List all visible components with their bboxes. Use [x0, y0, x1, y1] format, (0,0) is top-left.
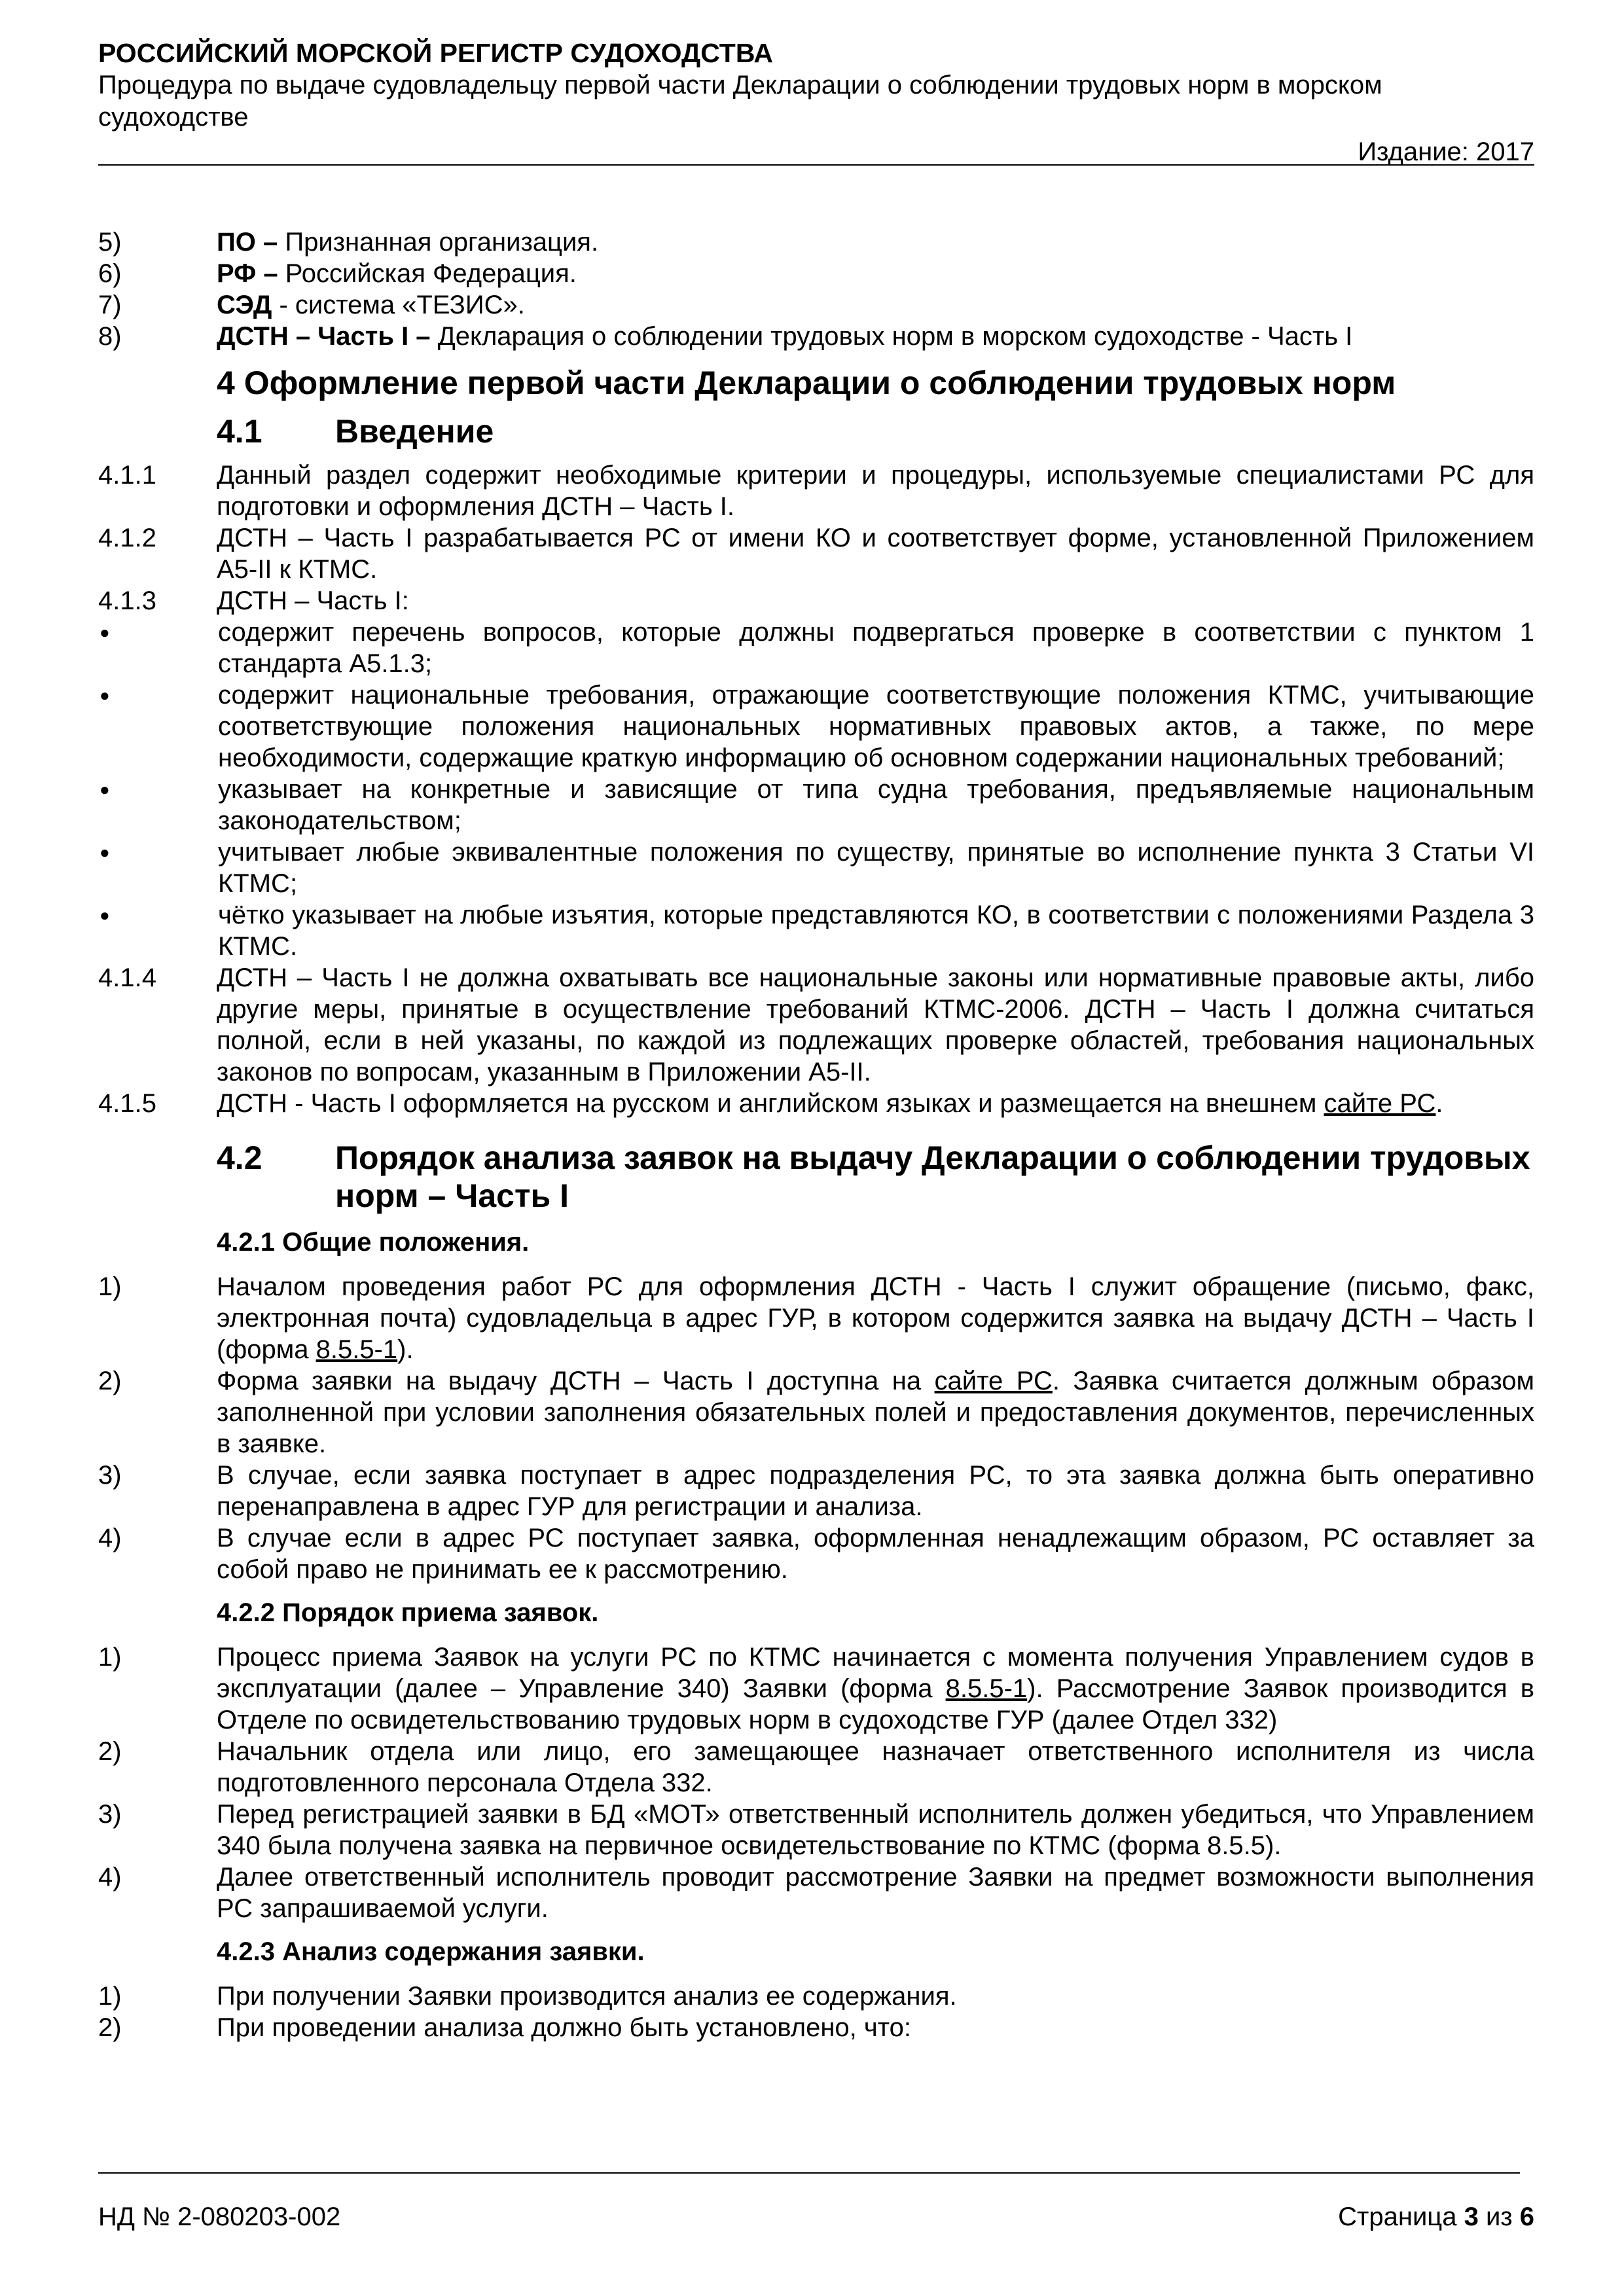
list-item [98, 1861, 1534, 1924]
section-4-heading: 4 Оформление первой части Декларации о соблюдении трудовых норм [217, 365, 1396, 401]
rs-site-link[interactable]: сайте РС [1324, 1089, 1436, 1118]
abbreviation-item [98, 321, 1534, 352]
heading-text: Введение [335, 413, 494, 450]
item-number: 2) [98, 2013, 122, 2042]
footer-divider [98, 2172, 1520, 2174]
clause-number: 4.1.4 [98, 963, 156, 992]
bullet-icon: ● [99, 842, 110, 862]
bullet-text: чётко указывает на любые изъятия, которые представляются КО, в соответствии с положениями Раздела 3 КТМС. [218, 901, 1534, 961]
bullet-icon: ● [99, 780, 110, 799]
subsection-4-2-3-heading: 4.2.3 Анализ содержания заявки. [217, 1937, 645, 1966]
bullet-item [98, 836, 1534, 899]
item-text: Форма заявки на выдачу ДСТН – Часть I доступна на [217, 1367, 935, 1395]
procedure-title: Процедура по выдаче судовладельцу первой части Декларации о соблюдении трудовых норм в морском судоходстве [98, 71, 1382, 132]
clause-text: ДСТН – Часть I: [217, 586, 409, 615]
item-number: 2) [98, 1737, 122, 1766]
heading-number: 4.1 [217, 413, 262, 450]
list-item [98, 1522, 1534, 1585]
bullet-item [98, 679, 1534, 774]
section-4-2-heading [217, 1139, 1534, 1215]
clause-text: ДСТН – Часть I не должна охватывать все национальные законы или нормативные правовые акты, либо другие меры, принятые в осуществление требований КТМС-2006. ДСТН – Часть I должна считаться полной, если в ней указаны, по каждой из подлежащих проверке областей, требования национальных законов по вопросам, указанным в Приложении А5-II. [217, 963, 1534, 1086]
item-text: Начальник отдела или лицо, его замещающее назначает ответственного исполнителя из числа подготовленного персонала Отдела 332. [217, 1737, 1534, 1797]
clause-4-1-5 [98, 1088, 1534, 1119]
bullet-text: содержит национальные требования, отражающие соответствующие положения КТМС, учитывающие соответствующие положения национальных нормативных правовых актов, а также, по мере необходимости, содержащие краткую информацию об основном содержании национальных требований; [218, 681, 1534, 772]
clause-text: Данный раздел содержит необходимые критерии и процедуры, используемые специалистами РС для подготовки и оформления ДСТН – Часть I. [217, 461, 1534, 521]
item-number: 2) [98, 1367, 122, 1395]
abbreviation-term: ДСТН – Часть I – [217, 322, 431, 351]
page-of: из [1478, 2202, 1520, 2231]
document-number: НД № 2-080203-002 [98, 2202, 341, 2231]
list-item [98, 2012, 1534, 2043]
list-item [98, 1365, 1534, 1460]
item-number: 4) [98, 1524, 122, 1552]
clause-text-end: . [1435, 1089, 1443, 1118]
list-item [98, 1981, 1534, 2012]
clause-4-1-4 [98, 962, 1534, 1088]
bullet-text: учитывает любые эквивалентные положения по существу, принятые во исполнение пункта 3 Статьи VI КТМС; [218, 838, 1534, 898]
bullet-item [98, 899, 1534, 962]
item-number: 6) [98, 259, 122, 288]
subsection-4-2-2-heading: 4.2.2 Порядок приема заявок. [217, 1598, 599, 1627]
abbreviation-item [98, 289, 1534, 321]
item-number: 4) [98, 1863, 122, 1892]
edition-label: Издание: 2017 [1358, 137, 1534, 166]
abbreviation-text: Декларация о соблюдении трудовых норм в морском судоходстве - Часть I [430, 322, 1353, 351]
section-4-1-heading [217, 412, 1534, 450]
heading-text: Порядок анализа заявок на выдачу Декларации о соблюдении трудовых норм – Часть I [335, 1139, 1530, 1214]
item-number: 1) [98, 1272, 122, 1301]
bullet-text: указывает на конкретные и зависящие от типа судна требования, предъявляемые национальным законодательством; [218, 775, 1534, 835]
item-number: 1) [98, 1982, 122, 2011]
clause-number: 4.1.1 [98, 461, 156, 490]
document-body [98, 226, 1534, 2043]
clause-number: 4.1.2 [98, 524, 156, 552]
list-item [98, 1460, 1534, 1522]
abbreviation-item [98, 258, 1534, 289]
bullet-icon: ● [99, 622, 110, 642]
clause-text: ДСТН – Часть I разрабатывается РС от имени КО и соответствует форме, установленной Приложением А5-II к КТМС. [217, 524, 1534, 584]
clause-4-1-2 [98, 522, 1534, 585]
total-pages: 6 [1519, 2202, 1534, 2231]
abbreviation-text: Российская Федерация. [278, 259, 577, 288]
item-number: 3) [98, 1800, 122, 1829]
item-text-end: ). [397, 1335, 414, 1364]
item-text: Перед регистрацией заявки в БД «МОТ» ответственный исполнитель должен убедиться, что Управлением 340 была получена заявка на первичное освидетельствование по КТМС (форма 8.5.5). [217, 1800, 1534, 1860]
item-number: 5) [98, 228, 122, 257]
item-text: При получении Заявки производится анализ ее содержания. [217, 1982, 957, 2011]
abbreviation-term: РФ – [217, 259, 278, 288]
item-text: При проведении анализа должно быть установлено, что: [217, 2013, 911, 2042]
item-text: Началом проведения работ РС для оформления ДСТН - Часть I служит обращение (письмо, факс, электронная почта) судовладельца в адрес ГУР, в котором содержится заявка на выдачу ДСТН – Часть I (форма [217, 1272, 1534, 1364]
item-text-end: ). Рассмотрение Заявок производится в Отделе по освидетельствованию трудовых норм в судоходстве ГУР (далее Отдел 332) [217, 1674, 1534, 1734]
page-indicator [1338, 2201, 1534, 2233]
clause-4-1-3 [98, 585, 1534, 617]
clause-number: 4.1.3 [98, 586, 156, 615]
abbreviation-text: - система «ТЕЗИС». [272, 291, 525, 319]
item-number: 1) [98, 1643, 122, 1672]
bullet-icon: ● [99, 685, 110, 705]
bullet-item [98, 774, 1534, 836]
bullet-text: содержит перечень вопросов, которые должны подвергаться проверке в соответствии с пунктом 1 стандарта А5.1.3; [218, 618, 1534, 678]
list-item [98, 1736, 1534, 1799]
item-text: Процесс приема Заявок на услуги РС по КТМС начинается с момента получения Управлением судов в эксплуатации (далее – Управление 340) Заявки (форма [217, 1643, 1534, 1703]
rs-site-link[interactable]: сайте РС [934, 1367, 1053, 1395]
page-label: Страница [1338, 2202, 1464, 2231]
clause-4-1-1 [98, 459, 1534, 522]
list-item [98, 1799, 1534, 1861]
abbreviation-term: СЭД [217, 291, 272, 319]
clause-text: ДСТН - Часть I оформляется на русском и английском языках и размещается на внешнем [217, 1089, 1324, 1118]
item-text: Далее ответственный исполнитель проводит рассмотрение Заявки на предмет возможности выполнения РС запрашиваемой услуги. [217, 1863, 1534, 1923]
organization-name: РОССИЙСКИЙ МОРСКОЙ РЕГИСТР СУДОХОДСТВА [98, 38, 774, 68]
item-number: 7) [98, 291, 122, 319]
abbreviation-item [98, 226, 1534, 258]
clause-number: 4.1.5 [98, 1089, 156, 1118]
header-divider [98, 164, 1534, 166]
list-item [98, 1271, 1534, 1365]
heading-number: 4.2 [217, 1139, 262, 1176]
page-footer [98, 2201, 1534, 2233]
subsection-4-2-1-heading: 4.2.1 Общие положения. [217, 1228, 530, 1257]
form-link[interactable]: 8.5.5-1 [316, 1335, 398, 1364]
form-link[interactable]: 8.5.5-1 [945, 1674, 1028, 1703]
current-page: 3 [1464, 2202, 1479, 2231]
bullet-icon: ● [99, 905, 110, 925]
item-text: В случае, если заявка поступает в адрес подразделения РС, то эта заявка должна быть оперативно перенаправлена в адрес ГУР для регистрации и анализа. [217, 1461, 1534, 1521]
item-number: 8) [98, 322, 122, 351]
list-item [98, 1641, 1534, 1736]
page-header [98, 37, 1534, 168]
abbreviation-term: ПО – [217, 228, 278, 257]
item-text-end: . Заявка считается должным образом заполненной при условии заполнения обязательных полей и предоставления документов, перечисленных в заявке. [217, 1367, 1535, 1458]
item-number: 3) [98, 1461, 122, 1490]
item-text: В случае если в адрес РС поступает заявка, оформленная ненадлежащим образом, РС оставляет за собой право не принимать ее к рассмотрению. [217, 1524, 1534, 1584]
bullet-item [98, 617, 1534, 679]
abbreviation-text: Признанная организация. [278, 228, 599, 257]
